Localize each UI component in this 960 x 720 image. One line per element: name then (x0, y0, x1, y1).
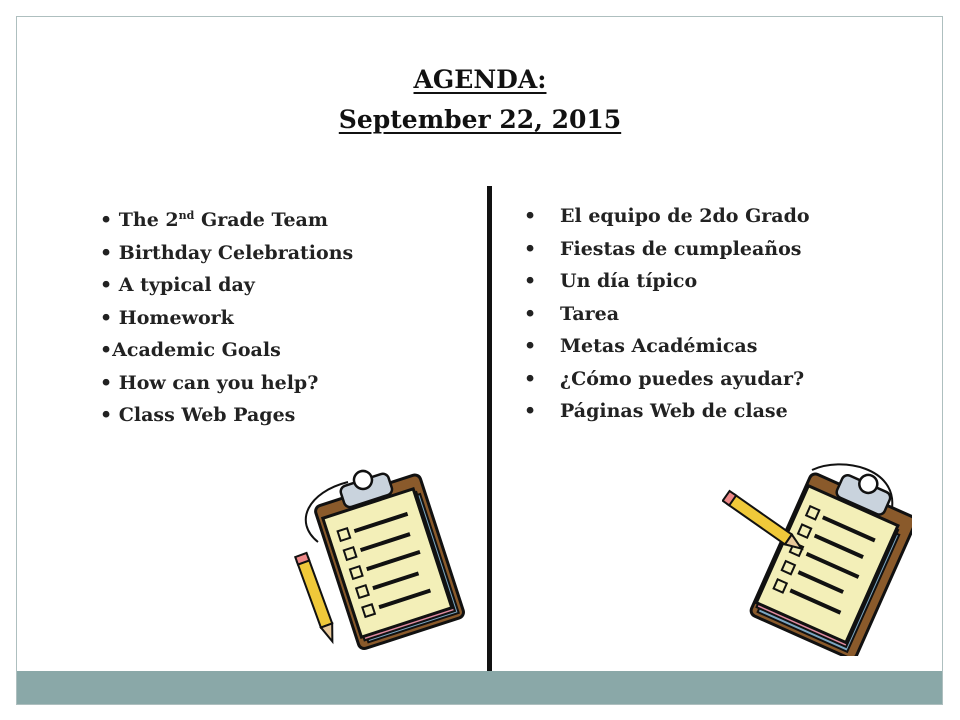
agenda-heading: AGENDA: (413, 65, 547, 94)
list-item: • El equipo de 2do Grado (524, 205, 810, 227)
list-item: • Metas Académicas (524, 335, 758, 357)
list-item: • Un día típico (524, 270, 698, 292)
list-item: • How can you help? (100, 371, 319, 394)
list-item: • Fiestas de cumpleaños (524, 237, 802, 260)
agenda-date: September 22, 2015 (338, 105, 622, 134)
list-item: • A typical day (100, 274, 255, 296)
list-item: • Birthday Celebrations (100, 241, 354, 264)
list-item: • Class Web Pages (100, 404, 296, 426)
spanish-agenda-list (524, 200, 810, 428)
column-divider (487, 186, 492, 671)
list-item: •Academic Goals (100, 339, 281, 361)
list-item: • Páginas Web de clase (524, 400, 788, 422)
agenda-title (0, 60, 960, 140)
list-item: • Homework (100, 306, 234, 329)
footer-bar (17, 671, 942, 704)
list-item: • ¿Cómo puedes ayudar? (524, 367, 805, 390)
clipboard-pencil-icon (288, 462, 468, 652)
list-item: • Tarea (524, 302, 620, 325)
list-item: • The 2nd Grade Team (100, 209, 328, 231)
clipboard-pencil-icon (722, 458, 912, 656)
english-agenda-list (100, 204, 353, 432)
